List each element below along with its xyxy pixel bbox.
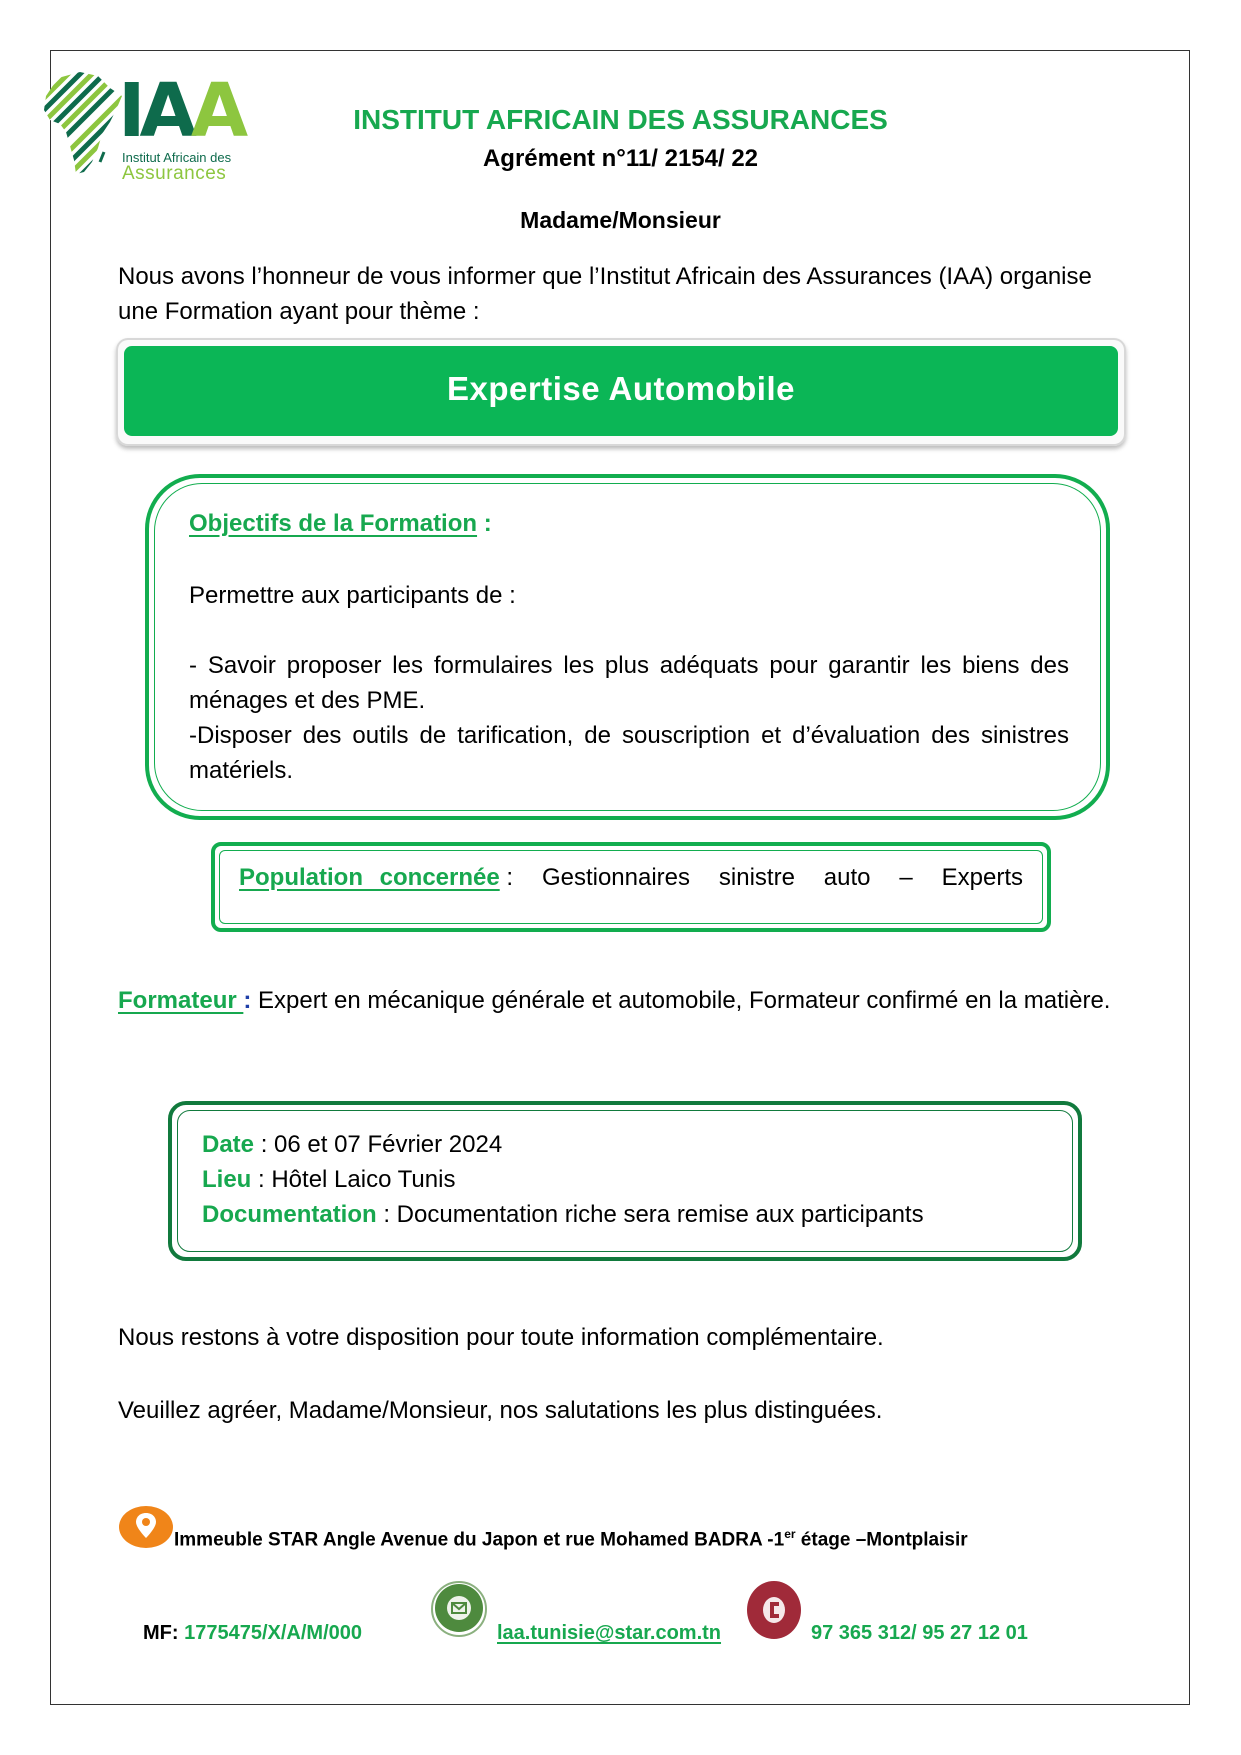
logo-subtitle-line1: Institut Africain des [122, 150, 232, 165]
population-line: Population concernée : Gestionnaires sinistre auto – Experts [239, 864, 1023, 891]
intro-paragraph: Nous avons l’honneur de vous informer que l’Institut Africain des Assurances (IAA) organise une Formation ayant pour thème : [118, 263, 1092, 325]
phone-numbers: 97 365 312/ 95 27 12 01 [811, 1622, 1028, 1644]
location-pin-icon [118, 1505, 174, 1549]
detail-date: Date : 06 et 07 Février 2024 [202, 1131, 503, 1158]
email-link[interactable]: laa.tunisie@star.com.tn [497, 1622, 722, 1644]
theme-title: Expertise Automobile [446, 370, 795, 407]
objectives-lead: Permettre aux participants de : [189, 582, 516, 609]
trainer-value: Expert en mécanique générale et automobile, Formateur confirmé en la matière. [251, 987, 1111, 1014]
objectives-box [145, 474, 1110, 820]
salutation: Madame/Monsieur [520, 207, 721, 233]
detail-documentation: Documentation : Documentation riche sera remise aux participants [202, 1201, 924, 1228]
population-value-word: sinistre [718, 864, 795, 891]
tax-id: MF: 1775475/X/A/M/000 [143, 1622, 362, 1644]
logo-letters: IAA [118, 68, 243, 154]
theme-banner-fill [124, 346, 1118, 436]
institute-title: INSTITUT AFRICAIN DES ASSURANCES [353, 104, 888, 135]
closing-line-1: Nous restons à votre disposition pour toute information complémentaire. [118, 1324, 884, 1351]
objectives-body [189, 578, 1069, 788]
population-value-word: Gestionnaires [541, 864, 691, 891]
population-box [211, 842, 1051, 932]
objectives-heading: Objectifs de la Formation : [189, 510, 492, 537]
objective-item: - Savoir proposer les formulaires les plus adéquats pour garantir les biens des ménages et des PME. [189, 652, 1069, 714]
trainer-label: Formateur [118, 987, 244, 1014]
closing-line-2: Veuillez agréer, Madame/Monsieur, nos salutations les plus distinguées. [118, 1397, 883, 1424]
envelope-icon [430, 1580, 488, 1638]
details-box [168, 1101, 1082, 1261]
population-value-word: – [899, 864, 913, 891]
trainer-paragraph: Formateur : Expert en mécanique générale et automobile, Formateur confirmé en la matière. [118, 987, 1111, 1014]
footer-contacts [0, 1580, 1241, 1660]
detail-location: Lieu : Hôtel Laico Tunis [202, 1166, 456, 1193]
phone-icon [746, 1580, 802, 1640]
population-value-word: auto [823, 864, 871, 891]
population-label: Population concernée [239, 864, 500, 891]
objective-item: -Disposer des outils de tarification, de souscription et d’évaluation des sinistres matériels. [189, 722, 1069, 784]
theme-banner [116, 338, 1126, 446]
logo-subtitle-line2: Assurances [122, 163, 227, 184]
address-text: Immeuble STAR Angle Avenue du Japon et rue Mohamed BADRA -1er étage –Montplaisir [174, 1527, 968, 1551]
address [118, 1505, 1118, 1555]
agrement-number: Agrément n°11/ 2154/ 22 [482, 145, 759, 172]
population-value-word: Experts [941, 864, 1023, 891]
